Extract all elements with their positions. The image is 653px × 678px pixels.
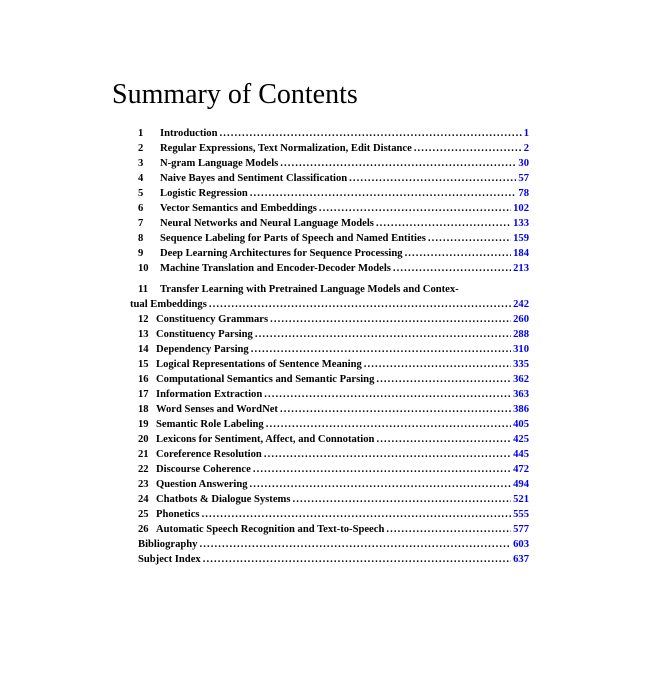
dot-leader [349,171,516,186]
page-link[interactable]: 405 [513,419,529,430]
dot-leader [202,507,512,522]
toc-entry-chapter-14[interactable] [138,342,529,357]
toc-entry-chapter-11[interactable] [138,282,529,297]
page-link[interactable]: 425 [513,434,529,445]
chapter-number: 14 [138,344,149,355]
chapter-number: 18 [138,404,149,415]
toc-entry-chapter-21[interactable] [138,447,529,462]
page-link[interactable]: 1 [523,128,529,139]
chapter-number: 15 [138,359,149,370]
toc-entry-chapter-7[interactable] [138,216,529,231]
chapter-number: 21 [138,449,149,460]
chapter-number: 9 [138,248,144,259]
chapter-number: 25 [138,509,149,520]
chapter-title: Constituency Parsing [156,329,253,340]
chapter-number: 5 [138,188,144,199]
dot-leader [280,156,516,171]
chapter-title-line-2: tual Embeddings [130,299,207,310]
toc-entry-chapter-8[interactable] [138,231,529,246]
dot-leader [251,342,511,357]
chapter-number: 2 [138,143,144,154]
chapter-title: Constituency Grammars [156,314,269,325]
chapter-number: 13 [138,329,149,340]
chapter-number: 4 [138,173,144,184]
toc-entry-chapter-9[interactable] [138,246,529,261]
toc-entry-chapter-2[interactable] [138,141,529,156]
page-link[interactable]: 30 [518,158,529,169]
toc-entry-chapter-17[interactable] [138,387,529,402]
dot-leader [250,477,512,492]
dot-leader [266,417,511,432]
toc-entry-chapter-10[interactable] [138,261,529,276]
chapter-number: 11 [138,284,149,295]
chapter-title: Regular Expressions, Text Normalization, Edit Distance [160,143,412,154]
chapter-title: Introduction [160,128,218,139]
toc-entry-chapter-3[interactable] [138,156,529,171]
chapter-number: 23 [138,479,149,490]
chapter-number: 8 [138,233,144,244]
page-link[interactable]: 159 [513,233,529,244]
chapter-title: Coreference Resolution [156,449,262,460]
chapter-number: 16 [138,374,149,385]
page-link[interactable]: 184 [513,248,529,259]
chapter-title: Word Senses and WordNet [156,404,278,415]
dot-leader [270,312,511,327]
chapter-title: Naive Bayes and Sentiment Classification [160,173,348,184]
dot-leader [203,552,511,567]
dot-leader [253,462,511,477]
dot-leader [393,261,511,276]
dot-leader [364,357,511,372]
page-link[interactable]: 335 [513,359,529,370]
chapter-title-line-1: Transfer Learning with Pretrained Language Models and Contex- [160,284,459,295]
dot-leader [250,186,517,201]
toc-entry-chapter-16[interactable] [138,372,529,387]
page-link[interactable]: 445 [513,449,529,460]
chapter-number: 24 [138,494,149,505]
chapter-title: Semantic Role Labeling [156,419,264,430]
page-link[interactable]: 2 [523,143,529,154]
section-title: Bibliography [138,539,198,550]
chapter-number: 20 [138,434,149,445]
toc-entry-chapter-15[interactable] [138,357,529,372]
page-link[interactable]: 260 [513,314,529,325]
chapter-number: 22 [138,464,149,475]
dot-leader [264,387,511,402]
toc-entry-chapter-23[interactable] [138,477,529,492]
page-link[interactable]: 555 [513,509,529,520]
toc-entry-chapter-26[interactable] [138,522,529,537]
chapter-title: Discourse Coherence [156,464,251,475]
toc-entry-chapter-1[interactable] [138,126,529,141]
toc-entry-chapter-25[interactable] [138,507,529,522]
chapter-title: Lexicons for Sentiment, Affect, and Connotation [156,434,375,445]
toc-entry-chapter-22[interactable] [138,462,529,477]
chapter-number: 3 [138,158,144,169]
dot-leader [405,246,512,261]
page-link[interactable]: 494 [513,479,529,490]
dot-leader [414,141,522,156]
chapter-title: Logical Representations of Sentence Meaning [156,359,362,370]
page-link[interactable]: 57 [518,173,529,184]
page-link[interactable]: 102 [513,203,529,214]
chapter-title: Automatic Speech Recognition and Text-to-Speech [156,524,385,535]
toc-entry-chapter-4[interactable] [138,171,529,186]
dot-leader [293,492,512,507]
chapter-title: Chatbots & Dialogue Systems [156,494,291,505]
dot-leader [386,522,511,537]
page-title: Summary of Contents [112,79,358,110]
dot-leader [376,216,511,231]
chapter-title: Machine Translation and Encoder-Decoder Models [160,263,391,274]
page-link[interactable]: 363 [513,389,529,400]
dot-leader [428,231,511,246]
chapter-title: Deep Learning Architectures for Sequence Processing [160,248,403,259]
chapter-number: 7 [138,218,144,229]
page-link[interactable]: 213 [513,263,529,274]
chapter-title: N-gram Language Models [160,158,279,169]
chapter-title: Sequence Labeling for Parts of Speech and Named Entities [160,233,426,244]
page-link[interactable]: 288 [513,329,529,340]
section-title: Subject Index [138,554,201,565]
page-link[interactable]: 521 [513,494,529,505]
chapter-title: Computational Semantics and Semantic Parsing [156,374,375,385]
toc-entry-chapter-24[interactable] [138,492,529,507]
toc-entry-chapter-18[interactable] [138,402,529,417]
dot-leader [376,372,511,387]
dot-leader [220,126,522,141]
dot-leader [280,402,511,417]
toc-entry-chapter-19[interactable] [138,417,529,432]
chapter-title: Logistic Regression [160,188,248,199]
page-link[interactable]: 133 [513,218,529,229]
page-link[interactable]: 577 [513,524,529,535]
chapter-number: 26 [138,524,149,535]
page-link[interactable]: 310 [513,344,529,355]
chapter-number: 19 [138,419,149,430]
dot-leader [319,201,511,216]
page-link[interactable]: 78 [518,188,529,199]
page-link[interactable]: 472 [513,464,529,475]
toc-entry-chapter-6[interactable] [138,201,529,216]
toc-entry-chapter-13[interactable] [138,327,529,342]
toc-entry-chapter-12[interactable] [138,312,529,327]
toc-entry-chapter-11-continued[interactable] [130,297,529,312]
page-link[interactable]: 242 [513,299,529,310]
dot-leader [209,297,511,312]
chapter-number: 1 [138,128,144,139]
chapter-title: Dependency Parsing [156,344,249,355]
chapter-title: Phonetics [156,509,200,520]
page-link[interactable]: 362 [513,374,529,385]
page-link[interactable]: 603 [513,539,529,550]
toc-entry-bibliography[interactable] [138,537,529,552]
chapter-number: 17 [138,389,149,400]
page-link[interactable]: 637 [513,554,529,565]
chapter-title: Information Extraction [156,389,263,400]
dot-leader [264,447,511,462]
chapter-number: 12 [138,314,149,325]
toc-entry-chapter-20[interactable] [138,432,529,447]
chapter-number: 10 [138,263,149,274]
dot-leader [376,432,511,447]
toc-entry-chapter-5[interactable] [138,186,529,201]
chapter-title: Neural Networks and Neural Language Models [160,218,374,229]
page-link[interactable]: 386 [513,404,529,415]
chapter-number: 6 [138,203,144,214]
dot-leader [255,327,511,342]
chapter-title: Question Answering [156,479,248,490]
dot-leader [199,537,511,552]
toc-entry-subject-index[interactable] [138,552,529,567]
chapter-title: Vector Semantics and Embeddings [160,203,317,214]
